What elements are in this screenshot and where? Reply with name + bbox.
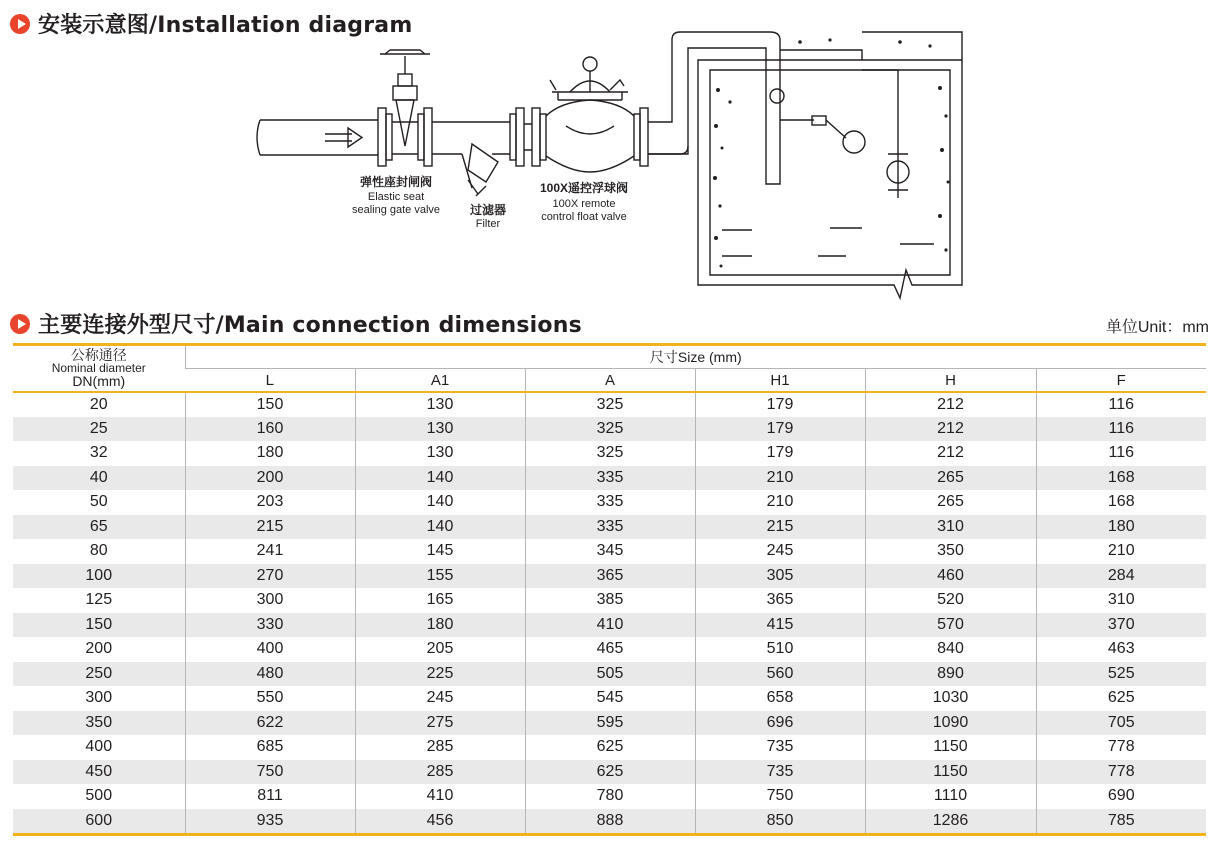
table-body <box>13 392 1206 833</box>
dimension-cell: 545 <box>525 686 695 711</box>
table-row <box>13 735 1206 760</box>
dimension-cell: 212 <box>865 417 1036 442</box>
column-header: H <box>865 369 1036 393</box>
dimension-cell: 400 <box>185 637 355 662</box>
dn-cell: 125 <box>85 591 113 609</box>
dimension-cell: 350 <box>865 539 1036 564</box>
dimension-cell: 750 <box>695 784 865 809</box>
dimension-cell: 1286 <box>865 809 1036 834</box>
column-header: L <box>185 369 355 393</box>
dimension-cell: 365 <box>695 588 865 613</box>
table-row <box>13 441 1206 466</box>
dimension-cell: 480 <box>185 662 355 687</box>
dimension-cell: 335 <box>525 466 695 491</box>
dimension-cell: 750 <box>185 760 355 785</box>
dimension-cell: 505 <box>525 662 695 687</box>
dimension-cell: 1030 <box>865 686 1036 711</box>
dimension-cell: 130 <box>355 441 525 466</box>
dn-cell: 50 <box>89 493 108 511</box>
table-row <box>13 588 1206 613</box>
dimension-cell: 225 <box>355 662 525 687</box>
dimension-cell: 180 <box>185 441 355 466</box>
float-valve-label-en2: control float valve <box>541 211 627 223</box>
dimension-cell: 850 <box>695 809 865 834</box>
dimension-cell: 550 <box>185 686 355 711</box>
dimension-cell: 210 <box>695 466 865 491</box>
size-header: 尺寸Size (mm) <box>185 346 1206 369</box>
dimension-cell: 284 <box>1036 564 1206 589</box>
gate-valve-label-cn: 弹性座封闸阀 <box>359 175 432 189</box>
dn-header-cn: 公称通径 <box>70 347 127 363</box>
column-header: A <box>525 369 695 393</box>
dimension-cell: 785 <box>1036 809 1206 834</box>
dimension-cell: 140 <box>355 515 525 540</box>
dimension-cell: 330 <box>185 613 355 638</box>
dimension-cell: 285 <box>355 735 525 760</box>
dimension-cell: 685 <box>185 735 355 760</box>
filter-label-cn: 过滤器 <box>469 203 506 217</box>
dimension-cell: 570 <box>865 613 1036 638</box>
dimension-cell: 520 <box>865 588 1036 613</box>
dn-cell: 300 <box>85 689 113 707</box>
dimension-cell: 165 <box>355 588 525 613</box>
dimension-cell: 325 <box>525 392 695 417</box>
table-row <box>13 784 1206 809</box>
dn-cell: 150 <box>13 613 185 638</box>
dimension-cell: 179 <box>695 392 865 417</box>
dimension-cell: 179 <box>695 417 865 442</box>
dimension-cell: 130 <box>355 417 525 442</box>
dimension-cell: 465 <box>525 637 695 662</box>
dn-cell: 600 <box>13 809 185 834</box>
table-row <box>13 392 1206 417</box>
dn-cell: 100 <box>13 564 185 589</box>
dimension-cell: 365 <box>525 564 695 589</box>
table-row <box>13 613 1206 638</box>
dimension-cell: 1110 <box>865 784 1036 809</box>
dimension-cell: 410 <box>525 613 695 638</box>
dimension-cell: 179 <box>695 441 865 466</box>
table-bottom-rule <box>13 833 1206 836</box>
installation-drawing <box>240 30 980 305</box>
table-row <box>13 564 1206 589</box>
dimension-cell: 310 <box>1036 588 1206 613</box>
dimension-cell: 215 <box>695 515 865 540</box>
dimension-cell: 203 <box>185 490 355 515</box>
column-header: F <box>1036 369 1206 393</box>
dimension-cell: 525 <box>1036 662 1206 687</box>
dimension-cell: 456 <box>355 809 525 834</box>
dimension-cell: 155 <box>355 564 525 589</box>
dimension-cell: 210 <box>1036 539 1206 564</box>
table-row <box>13 466 1206 491</box>
dimension-cell: 180 <box>1036 515 1206 540</box>
dimension-cell: 116 <box>1036 392 1206 417</box>
dimension-cell: 285 <box>355 760 525 785</box>
dimension-cell: 300 <box>185 588 355 613</box>
column-header: A1 <box>355 369 525 393</box>
float-valve-label-en1: 100X remote <box>552 198 616 210</box>
dimension-cell: 180 <box>355 613 525 638</box>
dimension-cell: 212 <box>865 441 1036 466</box>
table-row <box>13 711 1206 736</box>
column-header-row <box>13 369 1206 393</box>
dimension-cell: 325 <box>525 417 695 442</box>
dimension-cell: 116 <box>1036 441 1206 466</box>
dimension-cell: 270 <box>185 564 355 589</box>
dimension-cell: 410 <box>355 784 525 809</box>
dimension-cell: 245 <box>355 686 525 711</box>
dimension-cell: 200 <box>185 466 355 491</box>
float-valve-label-cn: 100X遥控浮球阀 <box>539 181 629 195</box>
dimensions-heading <box>10 308 582 339</box>
dimension-cell: 215 <box>185 515 355 540</box>
dimension-cell: 1150 <box>865 760 1036 785</box>
dimension-cell: 690 <box>1036 784 1206 809</box>
dimension-cell: 150 <box>185 392 355 417</box>
table-row <box>13 760 1206 785</box>
dn-header-unit: DN(mm) <box>72 373 126 389</box>
installation-title: 安装示意图/Installation diagram <box>38 13 413 38</box>
dimension-cell: 245 <box>695 539 865 564</box>
dimension-cell: 625 <box>525 760 695 785</box>
dn-cell: 200 <box>85 640 113 658</box>
play-bullet-icon <box>10 314 30 334</box>
dimension-cell: 510 <box>695 637 865 662</box>
installation-diagram <box>240 30 980 305</box>
dimension-cell: 265 <box>865 490 1036 515</box>
dn-cell: 20 <box>13 392 185 417</box>
dimension-cell: 463 <box>1036 637 1206 662</box>
dimension-cell: 460 <box>865 564 1036 589</box>
dimension-cell: 140 <box>355 466 525 491</box>
unit-label: 单位Unit：mm <box>1105 319 1209 336</box>
dimension-cell: 625 <box>1036 686 1206 711</box>
dimension-cell: 385 <box>525 588 695 613</box>
dimension-cell: 275 <box>355 711 525 736</box>
dimension-cell: 890 <box>865 662 1036 687</box>
dimension-cell: 415 <box>695 613 865 638</box>
dimension-cell: 696 <box>695 711 865 736</box>
table-row <box>13 490 1206 515</box>
dimension-cell: 778 <box>1036 735 1206 760</box>
dimension-cell: 212 <box>865 392 1036 417</box>
table-row <box>13 417 1206 442</box>
dimension-cell: 888 <box>525 809 695 834</box>
table-row <box>13 539 1206 564</box>
dimension-cell: 130 <box>355 392 525 417</box>
dimension-cell: 811 <box>185 784 355 809</box>
dimension-cell: 205 <box>355 637 525 662</box>
table-row <box>13 515 1206 540</box>
dimension-cell: 116 <box>1036 417 1206 442</box>
dimension-cell: 370 <box>1036 613 1206 638</box>
dimension-cell: 310 <box>865 515 1036 540</box>
dn-cell: 350 <box>13 711 185 736</box>
dimension-cell: 325 <box>525 441 695 466</box>
play-bullet-icon <box>10 14 30 34</box>
dn-cell: 450 <box>13 760 185 785</box>
dimension-cell: 560 <box>695 662 865 687</box>
dimension-cell: 168 <box>1036 490 1206 515</box>
dimension-cell: 160 <box>185 417 355 442</box>
dimension-cell: 625 <box>525 735 695 760</box>
dimension-cell: 735 <box>695 760 865 785</box>
table-row <box>13 637 1206 662</box>
dimension-cell: 305 <box>695 564 865 589</box>
dn-cell: 65 <box>13 515 185 540</box>
column-header: H1 <box>695 369 865 393</box>
dimension-cell: 658 <box>695 686 865 711</box>
dn-cell: 400 <box>85 738 113 756</box>
dimension-cell: 595 <box>525 711 695 736</box>
dimension-cell: 145 <box>355 539 525 564</box>
dimension-cell: 345 <box>525 539 695 564</box>
filter-label-en: Filter <box>475 218 501 230</box>
dimension-cell: 840 <box>865 637 1036 662</box>
dn-cell: 250 <box>13 662 185 687</box>
dn-cell: 25 <box>13 417 185 442</box>
table-row <box>13 809 1206 834</box>
dimension-cell: 735 <box>695 735 865 760</box>
dn-cell: 32 <box>89 444 108 462</box>
dn-header <box>13 346 185 392</box>
dn-cell: 40 <box>13 466 185 491</box>
dimension-cell: 335 <box>525 515 695 540</box>
dimension-cell: 210 <box>695 490 865 515</box>
dimension-cell: 335 <box>525 490 695 515</box>
table-row <box>13 662 1206 687</box>
gate-valve-label-en1: Elastic seat <box>367 191 425 203</box>
gate-valve-label-en2: sealing gate valve <box>351 204 441 216</box>
dimension-cell: 778 <box>1036 760 1206 785</box>
dimensions-title: 主要连接外型尺寸/Main connection dimensions <box>38 313 582 338</box>
dn-cell: 500 <box>85 787 113 805</box>
dn-header-en: Nominal diameter <box>51 361 146 375</box>
dimensions-table-wrap <box>13 343 1206 836</box>
dimension-cell: 140 <box>355 490 525 515</box>
dimension-cell: 265 <box>865 466 1036 491</box>
dn-cell: 80 <box>89 542 108 560</box>
dimension-cell: 1090 <box>865 711 1036 736</box>
dimension-cell: 935 <box>185 809 355 834</box>
dimension-cell: 1150 <box>865 735 1036 760</box>
dimensions-table <box>13 346 1206 833</box>
dimension-cell: 241 <box>185 539 355 564</box>
dimension-cell: 168 <box>1036 466 1206 491</box>
dimension-cell: 622 <box>185 711 355 736</box>
table-row <box>13 686 1206 711</box>
dimension-cell: 705 <box>1036 711 1206 736</box>
dimension-cell: 780 <box>525 784 695 809</box>
